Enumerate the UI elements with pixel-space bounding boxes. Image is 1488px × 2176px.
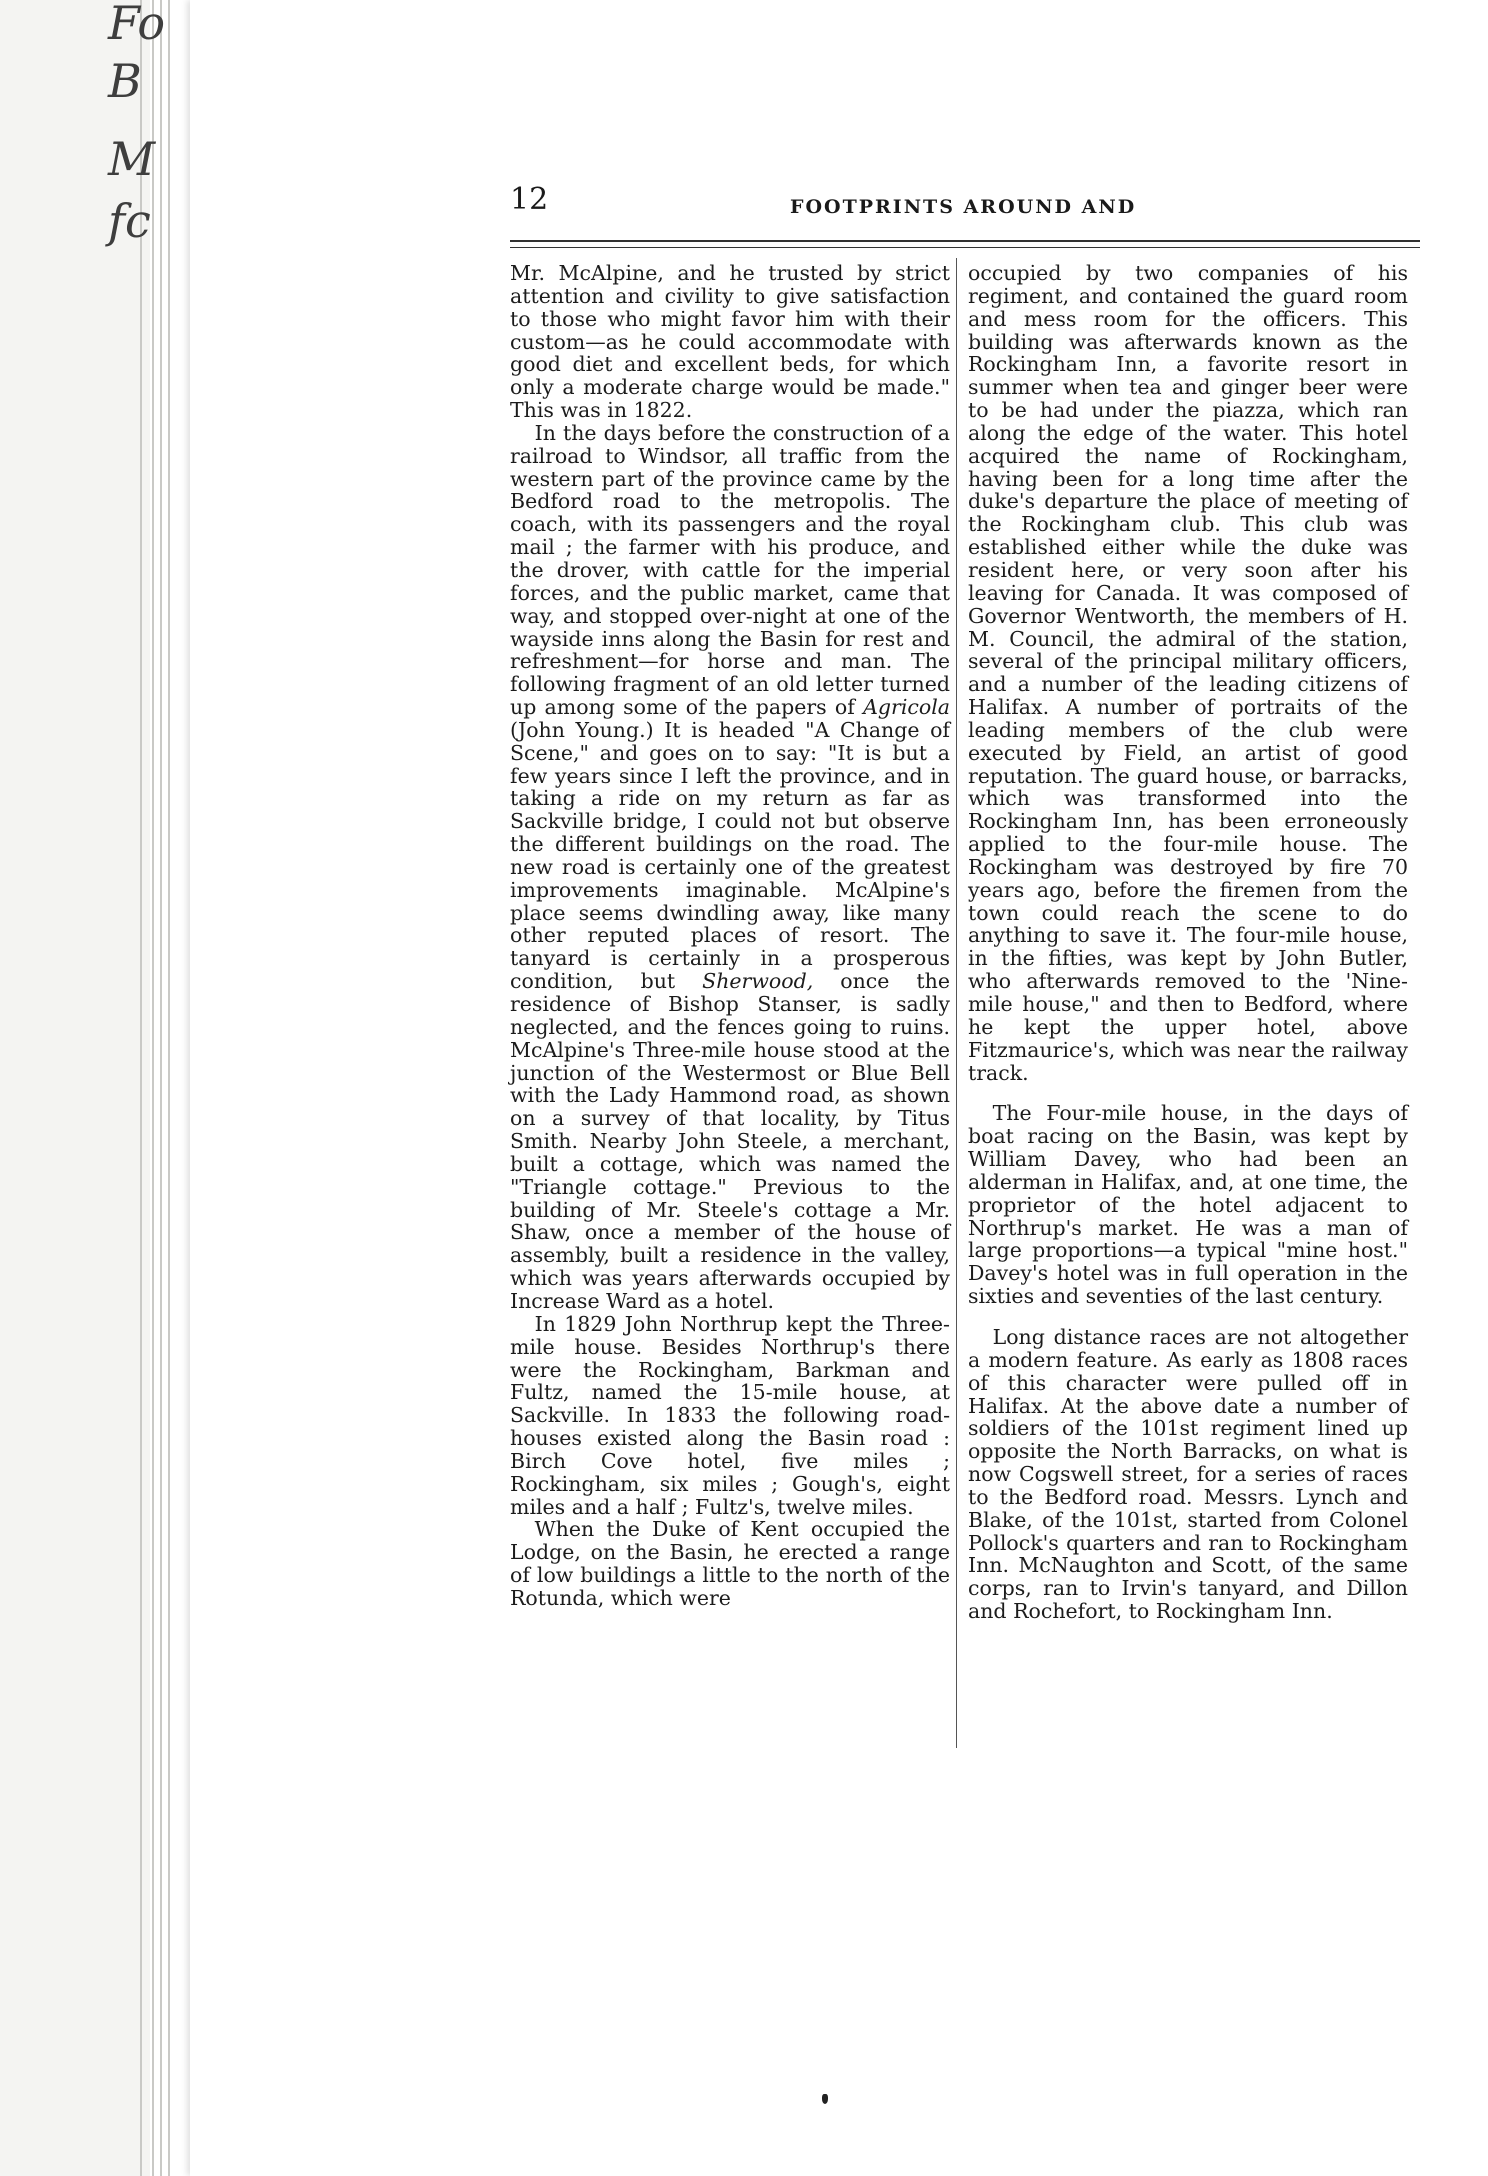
header-rule xyxy=(510,240,1420,242)
paragraph: occupied by two companies of his regiment, and contained the guard room and mess room for the officers. This building was afterwards known as the Rockingham Inn, a favorite resort in summer when tea and ginger beer were to be had under the piazza, which ran along the edge of the water. This hotel acquired the name of Rockingham, having been for a long time after the duke's departure the place of meeting of the Rockingham club. This club was established either while the duke was resident here, or very soon after his leaving for Canada. It was composed of Governor Wentworth, the members of H. M. Council, the admiral of the station, several of the principal military officers, and a number of the leading citizens of Halifax. A number of portraits of the leading members of the club were executed by Field, an artist of good reputation. The guard house, or barracks, which was transformed into the Rockingham Inn, has been erroneously applied to the four-mile house. The Rockingham was destroyed by fire 70 years ago, before the firemen from the town could reach the scene to do anything to save it. The four-mile house, in the fifties, was kept by John Butler, who afterwards removed to the 'Nine-mile house," and then to Bedford, where he kept the upper hotel, above Fitzmaurice's, which was near the railway track. xyxy=(968,261,1408,1085)
paragraph-text: once the residence of Bishop Stanser, is sadly neglected, and the fences going to ruins. McAlpine's Three-mile house stood at the junction of the Westermost or Blue Bell with the Lady Hammond road, as shown on a survey of that locality, by Titus Smith. Nearby John Steele, a merchant, built a cottage, which was named the "Triangle cottage." Previous to the building of Mr. Steele's cottage a Mr. Shaw, once a member of the house of assembly, built a residence in the valley, which was years afterwards occupied by Increase Ward as a hotel. xyxy=(510,969,950,1313)
previous-page-margin xyxy=(0,0,150,2176)
paragraph-text: (John Young.) It is headed "A Change of Scene," and goes on to say: "It is but a few years since I left the province, and in taking a ride on my return as far as Sackville bridge, I could not but observe the different buildings on the road. The new road is certainly one of the greatest improvements imaginable. McAlpine's place seems dwindling away, like many other reputed places of resort. The tanyard is certainly in a prosperous condition, but xyxy=(510,717,950,994)
margin-handwriting: fc xyxy=(108,194,151,248)
running-title: FOOTPRINTS AROUND AND xyxy=(790,196,1137,218)
page-edge xyxy=(140,0,142,2176)
italic-name: Sherwood, xyxy=(702,969,814,994)
page-edge xyxy=(168,0,170,2176)
paragraph: The Four-mile house, in the days of boat racing on the Basin, was kept by William Davey, who had been an alderman in Halifax, and, at one time, the proprietor of the hotel adjacent to Northrup's market. He was a man of large proportions—a typical "mine host." Davey's hotel was in full operation in the sixties and seventies of the last century. xyxy=(968,1101,1408,1309)
page-number: 12 xyxy=(510,182,549,217)
page-edge xyxy=(160,0,162,2176)
ink-speck xyxy=(822,2094,828,2104)
margin-handwriting: Fo xyxy=(108,0,166,50)
paragraph: In 1829 John Northrup kept the Three-mile house. Besides Northrup's there were the Rockingham, Barkman and Fultz, named the 15-mile house, at Sackville. In 1833 the following road-houses existed along the Basin road : Birch Cove hotel, five miles ; Rockingham, six miles ; Gough's, eight miles and a half ; Fultz's, twelve miles. xyxy=(510,1311,950,1519)
header-rule xyxy=(510,247,1420,248)
paragraph xyxy=(510,422,950,1313)
column-divider xyxy=(956,258,957,1748)
margin-handwriting: B xyxy=(108,54,142,108)
paragraph: Mr. McAlpine, and he trusted by strict attention and civility to give satisfaction to those who might favor him with their custom—as he could accommodate with good diet and excellent beds, for which only a moderate charge would be made." This was in 1822. xyxy=(510,261,950,423)
text-column-left xyxy=(510,262,950,1610)
page-edge xyxy=(152,0,154,2176)
paragraph-text: In the days before the construction of a railroad to Windsor, all traffic from the western part of the province came by the Bedford road to the metropolis. The coach, with its passengers and the royal mail ; the farmer with his produce, and the drover, with cattle for the imperial forces, and the public market, came that way, and stopped over-night at one of the wayside inns along the Basin for rest and refreshment—for horse and man. The following fragment of an old letter turned up among some of the papers of xyxy=(510,420,950,720)
paragraph: Long distance races are not altogether a modern feature. As early as 1808 races of this character were pulled off in Halifax. At the above date a number of soldiers of the 101st regiment lined up opposite the North Barracks, on what is now Cogswell street, for a series of races to the Bedford road. Messrs. Lynch and Blake, of the 101st, started from Colonel Pollock's quarters and ran to Rockingham Inn. McNaughton and Scott, of the same corps, ran to Irvin's tanyard, and Dillon and Rochefort, to Rockingham Inn. xyxy=(968,1324,1408,1624)
margin-handwriting: M xyxy=(108,132,156,186)
paragraph: When the Duke of Kent occupied the Lodge, on the Basin, he erected a range of low buildings a little to the north of the Rotunda, which were xyxy=(510,1517,950,1610)
text-column-right xyxy=(968,262,1408,1623)
italic-name: Agricola xyxy=(863,695,950,720)
